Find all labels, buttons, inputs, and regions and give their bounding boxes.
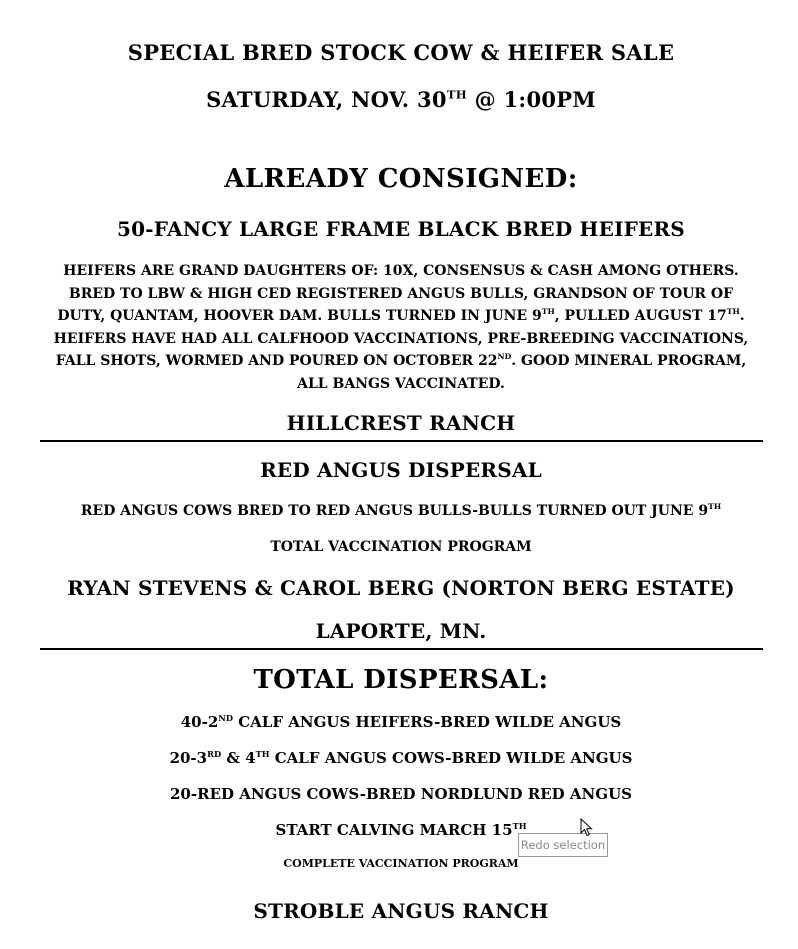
mouse-pointer-icon	[580, 818, 594, 838]
lot1-description: HEIFERS ARE GRAND DAUGHTERS OF: 10X, CONSENSUS & CASH AMONG OTHERS. BRED TO LBW & HIGH CED REGISTERED ANGUS BULLS, GRANDSON OF TOUR OF DUTY, QUANTAM, HOOVER DAM. BULLS TURNED IN JUNE 9TH, PULLED AUGUST 17TH. HEIFERS HAVE HAD ALL CALFHOOD VACCINATIONS, PRE-BREEDING VACCINATIONS, FALL SHOTS, WORMED AND POURED ON OCTOBER 22ND. GOOD MINERAL PROGRAM, ALL BANGS VACCINATED.	[53, 263, 749, 392]
lot3-consignor: STROBLE ANGUS RANCH	[253, 899, 549, 923]
lot3-calving-date: START CALVING MARCH 15TH	[275, 820, 527, 839]
lot2-headline: RED ANGUS DISPERSAL	[260, 458, 542, 482]
already-consigned-heading: ALREADY CONSIGNED:	[224, 164, 578, 194]
lot2-vaccination-line: TOTAL VACCINATION PROGRAM	[270, 539, 532, 555]
lot3-item-cows: 20-3RD & 4TH CALF ANGUS COWS-BRED WILDE ANGUS	[169, 748, 633, 767]
redo-selection-tooltip: Redo selection	[518, 833, 608, 857]
sale-title: SPECIAL BRED STOCK COW & HEIFER SALE	[127, 40, 675, 65]
lot2-location: LAPORTE, MN.	[315, 619, 487, 643]
lot2-consignor: RYAN STEVENS & CAROL BERG (NORTON BERG ESTATE)	[67, 576, 735, 600]
lot3-headline: TOTAL DISPERSAL:	[253, 665, 549, 695]
section-divider	[40, 440, 763, 442]
lot1-consignor: HILLCREST RANCH	[286, 411, 516, 435]
lot1-headline: 50-FANCY LARGE FRAME BLACK BRED HEIFERS	[117, 217, 685, 241]
section-divider	[40, 648, 763, 650]
lot3-item-red-angus: 20-RED ANGUS COWS-BRED NORDLUND RED ANGUS	[170, 785, 632, 803]
lot2-breeding-line: RED ANGUS COWS BRED TO RED ANGUS BULLS-BULLS TURNED OUT JUNE 9TH	[80, 502, 722, 519]
sale-date: SATURDAY, NOV. 30TH @ 1:00PM	[206, 87, 596, 112]
lot3-vaccination: COMPLETE VACCINATION PROGRAM	[283, 857, 519, 870]
lot3-item-heifers: 40-2ND CALF ANGUS HEIFERS-BRED WILDE ANGUS	[180, 712, 622, 731]
